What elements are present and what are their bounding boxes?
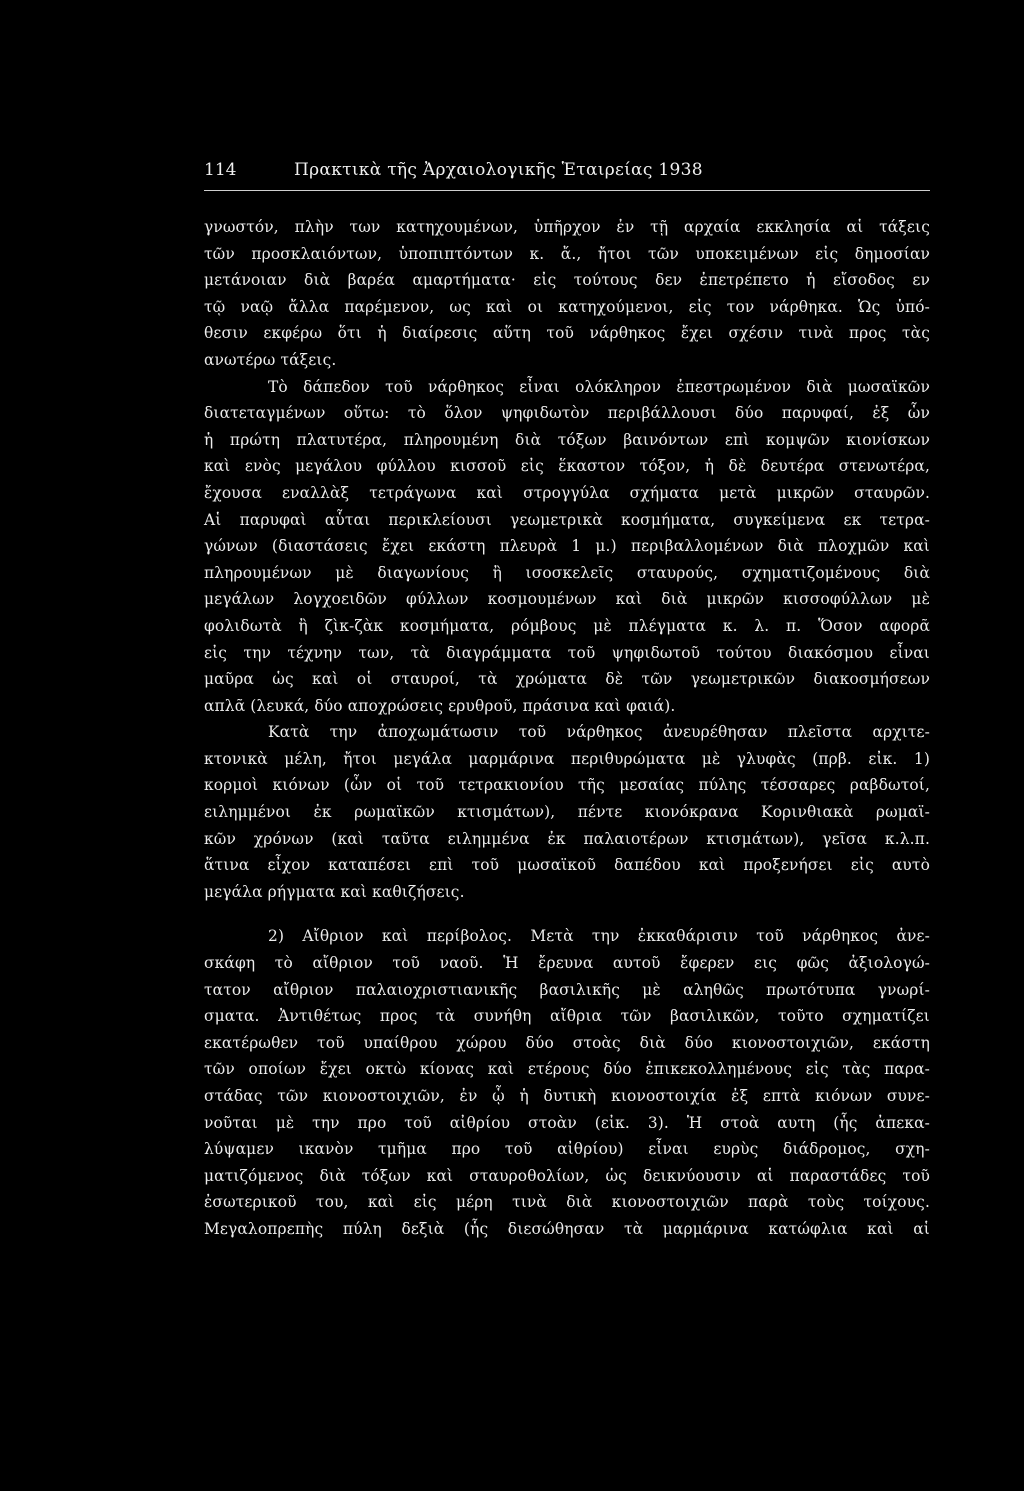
- text-line: κῶν χρόνων (καὶ ταῦτα ειλημμένα ἐκ παλαιοτέρων κτισμάτων), γεῖσα κ.λ.π.: [204, 829, 930, 848]
- text-line: φολιδωτὰ ἢ ζὶκ-ζὰκ κοσμήματα, ρόμβους μὲ πλέγματα κ. λ. π. Ὅσον αφορᾶ: [204, 616, 930, 635]
- text-line: μαῦρα ὡς καὶ οἱ σταυροί, τὰ χρώματα δὲ τῶν γεωμετρικῶν διακοσμήσεων: [204, 670, 930, 689]
- page-header: [204, 160, 930, 190]
- paragraph-gap: [204, 905, 930, 923]
- text-line: Τὸ δάπεδον τοῦ νάρθηκος εἶναι ολόκληρον ἐπεστρωμένον διὰ μωσαϊκῶν: [268, 377, 930, 396]
- text-line: τῶν οποίων ἔχει οκτὼ κίονας καὶ ετέρους δύο ἐπικεκολλημένους εἰς τὰς παρα-: [204, 1060, 930, 1079]
- text-line: Αἱ παρυφαὶ αὗται περικλείουσι γεωμετρικὰ κοσμήματα, συγκείμενα εκ τετρα-: [204, 510, 930, 529]
- text-line: ἐσωτερικοῦ του, καὶ εἰς μέρη τινὰ διὰ κιονοστοιχιῶν παρὰ τοὺς τοίχους.: [204, 1193, 930, 1212]
- text-line: Κατὰ την ἀποχωμάτωσιν τοῦ νάρθηκος ἀνευρέθησαν πλεῖστα αρχιτε-: [268, 723, 930, 742]
- page-number: 114: [204, 160, 237, 180]
- text-line: στάδας τῶν κιονοστοιχιῶν, ἐν ᾧ ἡ δυτικὴ κιονοστοιχία ἐξ επτὰ κιόνων συνε-: [204, 1087, 930, 1105]
- text-line: θεσιν εκφέρω ὅτι ἡ διαίρεσις αὕτη τοῦ νάρθηκος ἔχει σχέσιν τινὰ προς τὰς: [204, 324, 930, 343]
- text-line: γώνων (διαστάσεις ἔχει εκάστη πλευρὰ 1 μ.) περιβαλλομένων διὰ πλοχμῶν καὶ: [204, 537, 930, 556]
- text-line: τῷ ναῷ ἄλλα παρέμενον, ως καὶ οι κατηχούμενοι, εἰς τον νάρθηκα. Ὡς ὑπό-: [204, 297, 930, 316]
- text-line: κορμοὶ κιόνων (ὧν οἱ τοῦ τετρακιονίου τῆς μεσαίας πύλης τέσσαρες ραβδωτοί,: [204, 776, 930, 795]
- text-line: απλᾶ (λευκά, δύο αποχρώσεις ερυθροῦ, πράσινα καὶ φαιά).: [204, 696, 676, 715]
- body-text: [204, 214, 930, 1243]
- text-line: σματα. Ἀντιθέτως προς τὰ συνήθη αἴθρια τῶν βασιλικῶν, τοῦτο σχηματίζει: [204, 1007, 930, 1026]
- text-line: ματιζόμενος διὰ τόξων καὶ σταυροθολίων, ὡς δεικνύουσιν αἱ παραστάδες τοῦ: [204, 1166, 930, 1185]
- text-line: ἡ πρώτη πλατυτέρα, πληρουμένη διὰ τόξων βαινόντων επὶ κομψῶν κιονίσκων: [204, 430, 930, 449]
- text-line: σκάφη τὸ αἴθριον τοῦ ναοῦ. Ἡ ἔρευνα αυτοῦ ἔφερεν εις φῶς ἀξιολογώ-: [204, 954, 930, 973]
- text-line: διατεταγμένων οὕτω: τὸ ὅλον ψηφιδωτὸν περιβάλλουσι δύο παρυφαί, ἐξ ὧν: [204, 404, 930, 423]
- text-line: νοῦται μὲ την προ τοῦ αἰθρίου στοὰν (εἰκ. 3). Ἡ στοὰ αυτη (ἧς ἀπεκα-: [204, 1113, 930, 1132]
- text-line: ειλημμένοι ἐκ ρωμαϊκῶν κτισμάτων), πέντε κιονόκρανα Κορινθιακὰ ρωμαϊ-: [204, 803, 930, 822]
- text-line: λύψαμεν ικανὸν τμῆμα προ τοῦ αἰθρίου) εἶναι ευρὺς διάδρομος, σχη-: [204, 1140, 930, 1159]
- text-line: γνωστόν, πλὴν των κατηχουμένων, ὑπῆρχον ἐν τῇ αρχαία εκκλησία αἱ τάξεις: [204, 218, 930, 236]
- text-line: 2) Αἴθριον καὶ περίβολος. Μετὰ την ἐκκαθάρισιν τοῦ νάρθηκος ἀνε-: [268, 927, 930, 946]
- running-title: Πρακτικὰ τῆς Ἀρχαιολογικῆς Ἑταιρείας 1938: [294, 160, 703, 180]
- text-line: μεγάλων λογχοειδῶν φύλλων κοσμουμένων καὶ διὰ μικρῶν κισσοφύλλων μὲ: [204, 590, 930, 609]
- text-line: ἔχουσα εναλλὰξ τετράγωνα καὶ στρογγύλα σχήματα μετὰ μικρῶν σταυρῶν.: [204, 483, 930, 502]
- text-line: εἰς την τέχνην των, τὰ διαγράμματα τοῦ ψηφιδωτοῦ τούτου διακόσμου εἶναι: [204, 643, 930, 662]
- text-line: ἅτινα εἶχον καταπέσει επὶ τοῦ μωσαϊκοῦ δαπέδου καὶ προξενήσει εἰς αυτὸ: [204, 856, 930, 875]
- text-line: τῶν προσκλαιόντων, ὑποπιπτόντων κ. ἄ., ἤτοι τῶν υποκειμένων εἰς δημοσίαν: [204, 244, 930, 263]
- header-rule: [204, 190, 930, 191]
- text-line: εκατέρωθεν τοῦ υπαίθρου χώρου δύο στοὰς διὰ δύο κιονοστοιχιῶν, εκάστη: [204, 1033, 930, 1052]
- text-line: μεγάλα ρήγματα καὶ καθιζήσεις.: [204, 882, 465, 901]
- text-line: μετάνοιαν διὰ βαρέα αμαρτήματα· εἰς τούτους δεν ἐπετρέπετο ἡ εἴσοδος εν: [204, 271, 930, 290]
- text-line: Μεγαλοπρεπὴς πύλη δεξιὰ (ἧς διεσώθησαν τὰ μαρμάρινα κατώφλια καὶ αἱ: [204, 1219, 930, 1238]
- text-line: πληρουμένων μὲ διαγωνίους ἢ ισοσκελεῖς σταυρούς, σχηματιζομένους διὰ: [204, 563, 930, 582]
- text-line: τατον αἴθριον παλαιοχριστιανικῆς βασιλικῆς μὲ αληθῶς πρωτότυπα γνωρί-: [204, 980, 930, 999]
- text-line: ανωτέρω τάξεις.: [204, 350, 337, 369]
- text-line: καὶ ενὸς μεγάλου φύλλου κισσοῦ εἰς ἕκαστον τόξον, ἡ δὲ δευτέρα στενωτέρα,: [204, 457, 930, 476]
- text-line: κτονικὰ μέλη, ἤτοι μεγάλα μαρμάρινα περιθυρώματα μὲ γλυφὰς (πρβ. εἰκ. 1): [204, 749, 930, 768]
